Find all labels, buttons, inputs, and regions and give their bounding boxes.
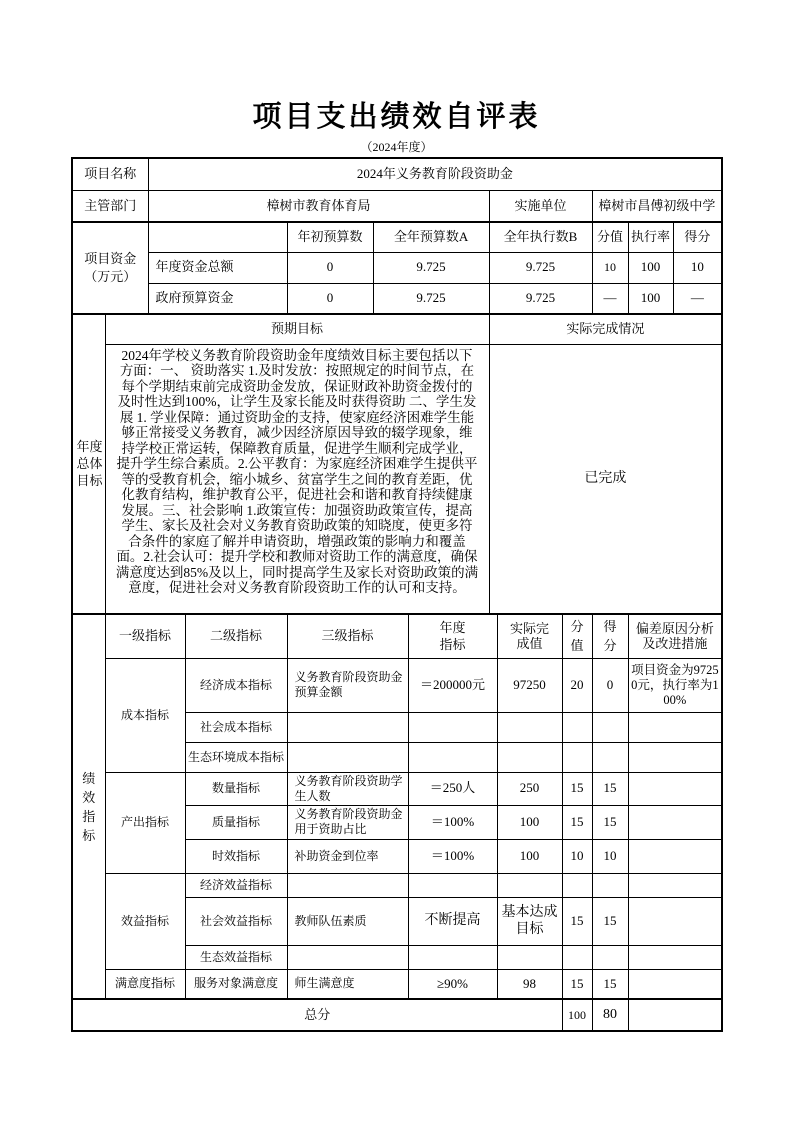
funding-score: — [673,283,722,314]
level3-cell [287,712,408,742]
level1-output: 产出指标 [105,772,185,873]
indicator-row-econ-cost [72,658,722,712]
funding-header-executed: 全年执行数B [489,222,592,252]
deviation-cell [628,945,722,969]
score-cell: 15 [592,969,628,999]
indicator-header-deviation-text: 偏差原因分析及改进措施 [635,620,714,651]
score-cell [592,712,628,742]
self-evaluation-table [71,157,723,1032]
level2-cell: 经济成本指标 [185,658,287,712]
goals-side-label-text: 年度总体目标 [76,439,103,489]
funding-row-annual [72,252,722,283]
score-value-cell [562,873,592,897]
deviation-cell [628,969,722,999]
level1-benefit: 效益指标 [105,873,185,969]
funding-header-initial: 年初预算数 [287,222,373,252]
funding-row-name: 年度资金总额 [148,252,287,283]
page-subtitle: （2024年度） [360,140,433,154]
score-cell: 15 [592,897,628,945]
dept-label: 主管部门 [72,190,148,222]
annual-indicator-cell: ＝250人 [408,772,497,805]
actual-value-cell: 97250 [497,658,562,712]
indicator-side-label-text: 绩效指标 [82,770,96,843]
total-score-value: 100 [562,999,592,1031]
score-value-cell: 15 [562,969,592,999]
page-title: 项目支出绩效自评表 [252,101,541,133]
level3-cell: 义务教育阶段资助金预算金额 [287,658,408,712]
indicator-header-row [72,614,722,658]
score-cell: 0 [592,658,628,712]
score-value-cell [562,742,592,772]
level3-cell: 补助资金到位率 [287,839,408,873]
funding-initial-value: 0 [287,283,373,314]
funding-score: 10 [673,252,722,283]
indicator-header-score-text: 得分 [603,619,617,654]
indicator-row-quantity [72,772,722,805]
indicator-side-label [72,614,105,999]
score-cell [592,742,628,772]
actual-value-cell: 100 [497,839,562,873]
project-name-row [72,158,722,190]
project-name-label: 项目名称 [72,158,148,190]
annual-indicator-cell: 不断提高 [408,897,497,945]
level2-cell: 经济效益指标 [185,873,287,897]
indicator-header-score [592,614,628,658]
funding-score-value: 10 [592,252,628,283]
annual-indicator-cell: ＝100% [408,839,497,873]
level1-cost: 成本指标 [105,658,185,772]
score-value-cell: 20 [562,658,592,712]
indicator-header-level2: 二级指标 [185,614,287,658]
funding-empty-cell [148,222,287,252]
funding-executed-value: 9.725 [489,283,592,314]
level3-cell [287,873,408,897]
total-score-row [72,999,722,1031]
score-cell [592,873,628,897]
project-name-value: 2024年义务教育阶段资助金 [148,158,722,190]
actual-value-cell: 98 [497,969,562,999]
goals-header-row [72,314,722,344]
score-cell [592,945,628,969]
deviation-cell: 项目资金为97250元，执行率为100% [628,658,722,712]
funding-exec-rate-value: 100 [628,252,673,283]
indicator-header-deviation [628,614,722,658]
annual-indicator-cell [408,945,497,969]
total-score: 80 [592,999,628,1031]
goals-body-row [72,344,722,614]
deviation-cell [628,742,722,772]
actual-completion-cell: 已完成 [489,344,722,614]
level3-cell: 教师队伍素质 [287,897,408,945]
funding-score-value: — [592,283,628,314]
actual-completion-header: 实际完成情况 [489,314,722,344]
actual-value-cell [497,742,562,772]
funding-section-label [72,222,148,314]
annual-indicator-cell [408,712,497,742]
funding-initial-value: 0 [287,252,373,283]
indicator-header-annual [408,614,497,658]
score-value-cell [562,712,592,742]
funding-executed-value: 9.725 [489,252,592,283]
goals-side-label [72,314,105,614]
score-value-cell [562,945,592,969]
actual-value-cell [497,945,562,969]
indicator-header-level1: 一级指标 [105,614,185,658]
score-cell: 15 [592,772,628,805]
expected-goal-header: 预期目标 [105,314,489,344]
deviation-cell [628,805,722,839]
indicator-row-econ-benefit [72,873,722,897]
deviation-cell [628,772,722,805]
annual-indicator-cell [408,873,497,897]
actual-value-cell: 100 [497,805,562,839]
level2-cell: 生态效益指标 [185,945,287,969]
indicator-header-actual-text: 实际完成值 [510,620,550,651]
funding-budget-value: 9.725 [373,252,489,283]
deviation-cell [628,712,722,742]
annual-indicator-cell: ≥90% [408,969,497,999]
funding-row-name: 政府预算资金 [148,283,287,314]
funding-header-exec-rate: 执行率 [628,222,673,252]
level2-cell: 生态环境成本指标 [185,742,287,772]
actual-value-cell [497,873,562,897]
funding-exec-rate-value: 100 [628,283,673,314]
funding-header-score-value: 分值 [592,222,628,252]
score-value-cell: 10 [562,839,592,873]
level2-cell: 质量指标 [185,805,287,839]
indicator-row-satisfaction [72,969,722,999]
score-value-cell: 15 [562,772,592,805]
funding-budget-value: 9.725 [373,283,489,314]
score-cell: 10 [592,839,628,873]
annual-indicator-cell: ＝200000元 [408,658,497,712]
score-cell: 15 [592,805,628,839]
impl-label: 实施单位 [489,190,592,222]
score-value-cell: 15 [562,897,592,945]
indicator-header-score-value-text: 分值 [570,619,584,654]
indicator-header-score-value [562,614,592,658]
department-row [72,190,722,222]
deviation-cell [628,873,722,897]
level2-cell: 时效指标 [185,839,287,873]
level3-cell: 义务教育阶段资助金用于资助占比 [287,805,408,839]
funding-header-row [72,222,722,252]
indicator-header-level3: 三级指标 [287,614,408,658]
indicator-header-annual-text: 年度指标 [439,620,466,653]
level3-cell [287,945,408,969]
expected-goal-text: 2024年学校义务教育阶段资助金年度绩效目标主要包括以下方面：一、 资助落实 1.及时发放：按照规定的时间节点，在每个学期结束前完成资助金发放，保证财政补助资金拨付的及时性达到100%，让学生及家长能及时获得资助 二、学生发展 1. 学业保障：通过资助金的支持，使家庭经济困难学生能够正常接受义务教育，减少因经济原因导致的辍学现象，维持学校正常运转，保障教育质量，促进学生顺利完成学业，提升学生综合素质。2.公平教育：为家庭经济困难学生提供平等的受教育机会，缩小城乡、贫富学生之间的教育差距，优化教育结构，维护教育公平，促进社会和谐和教育持续健康发展。三、社会影响 1.政策宣传：加强资助政策宣传，提高学生、家长及社会对义务教育资助政策的知晓度，使更多符合条件的家庭了解并申请资助，增强政策的影响力和覆盖面。2.社会认可：提升学校和教师对资助工作的满意度，确保满意度达到85%及以上，同时提高学生及家长对资助政策的满意度，促进社会对义务教育阶段资助工作的认可和支持。 [115,347,479,596]
deviation-cell [628,897,722,945]
total-deviation-cell [628,999,722,1031]
level2-cell: 社会效益指标 [185,897,287,945]
level3-cell [287,742,408,772]
level3-cell: 义务教育阶段资助学生人数 [287,772,408,805]
level2-cell: 服务对象满意度 [185,969,287,999]
annual-indicator-cell [408,742,497,772]
actual-value-cell: 250 [497,772,562,805]
level2-cell: 社会成本指标 [185,712,287,742]
actual-value-cell: 基本达成目标 [497,897,562,945]
score-value-cell: 15 [562,805,592,839]
impl-value: 樟树市昌傅初级中学 [592,190,722,222]
dept-value: 樟树市教育体育局 [148,190,489,222]
level2-cell: 数量指标 [185,772,287,805]
level1-satisfaction: 满意度指标 [105,969,185,999]
deviation-cell [628,839,722,873]
funding-header-budget: 全年预算数A [373,222,489,252]
funding-header-score: 得分 [673,222,722,252]
indicator-header-actual [497,614,562,658]
funding-section-label-text: 项目资金（万元） [84,251,137,284]
actual-value-cell [497,712,562,742]
total-label: 总分 [72,999,562,1031]
expected-goal-cell [105,344,489,614]
level3-cell: 师生满意度 [287,969,408,999]
annual-indicator-cell: ＝100% [408,805,497,839]
funding-row-gov [72,283,722,314]
